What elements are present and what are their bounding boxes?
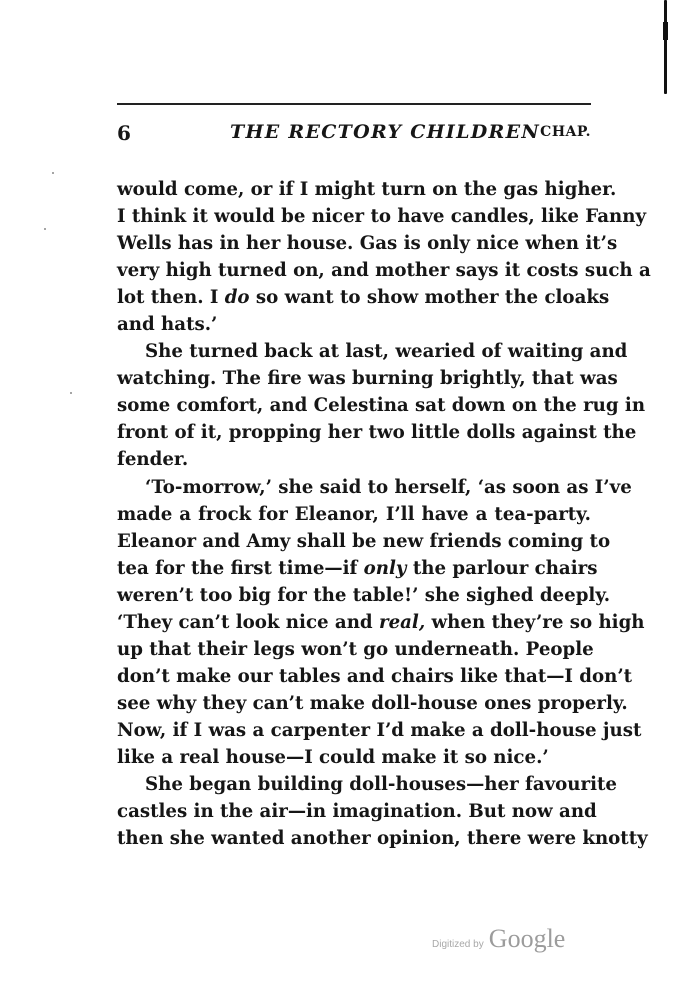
text-line-segment: so want to show mother the cloaks [249,287,610,309]
text-line: some comfort, and Celestina sat down on the rug in [117,395,646,417]
text-line-segment: ‘They can’t look nice and [117,611,379,633]
text-line: Wells has in her house. Gas is only nice when it’s [117,233,618,255]
running-title: THE RECTORY CHILDREN [230,121,541,143]
body-text [117,176,651,852]
text-line: Now, if I was a carpenter I’d make a doll-house just [117,719,642,741]
text-line: see why they can’t make doll-house ones properly. [117,692,628,714]
header-rule [117,103,591,105]
text-line: and hats.’ [117,314,218,336]
scan-speck [70,392,72,394]
text-line: up that their legs won’t go underneath. People [117,638,594,660]
text-line [117,555,598,582]
text-line [117,609,645,636]
scan-edge-mark [664,0,667,94]
chapter-label: CHAP. [540,124,591,140]
text-line-segment: when they’re so high [425,611,645,633]
text-line: castles in the air—in imagination. But now and [117,801,597,823]
digitized-watermark [432,924,582,954]
text-line: Eleanor and Amy shall be new friends coming to [117,530,611,552]
scan-speck [44,228,46,230]
text-line: then she wanted another opinion, there were knotty [117,828,648,850]
text-line: I think it would be nicer to have candles, like Fanny [117,206,647,228]
text-line: front of it, propping her two little dolls against the [117,422,637,444]
text-line [117,284,610,311]
text-line: like a real house—I could make it so nice.’ [117,746,549,768]
text-line: She began building doll-houses—her favourite [145,774,617,796]
italic-emphasis: real, [378,611,426,633]
page-number: 6 [117,121,131,145]
google-logo: Google [488,924,566,953]
scan-speck [52,172,54,174]
text-line: weren’t too big for the table!’ she sighed deeply. [117,584,611,606]
scan-edge-mark-tip [663,22,668,40]
text-line: would come, or if I might turn on the gas higher. [117,179,617,200]
text-line: made a frock for Eleanor, I’ll have a tea-party. [117,503,591,525]
watermark-prefix: Digitized by [432,939,484,950]
text-line: fender. [117,449,189,471]
text-line: very high turned on, and mother says it costs such a [117,260,651,282]
text-line: She turned back at last, wearied of waiting and [145,341,628,363]
running-head [117,121,591,151]
italic-emphasis: only [363,557,407,579]
text-line: don’t make our tables and chairs like that—I don’t [117,665,633,687]
text-line-segment: lot then. I [117,287,225,309]
text-line: watching. The fire was burning brightly, that was [117,368,618,390]
text-line-segment: tea for the first time—if [117,557,364,579]
text-line-segment: the parlour chairs [406,557,598,579]
text-line: ‘To-morrow,’ she said to herself, ‘as soon as I’ve [145,476,632,498]
italic-emphasis: do [224,287,250,309]
